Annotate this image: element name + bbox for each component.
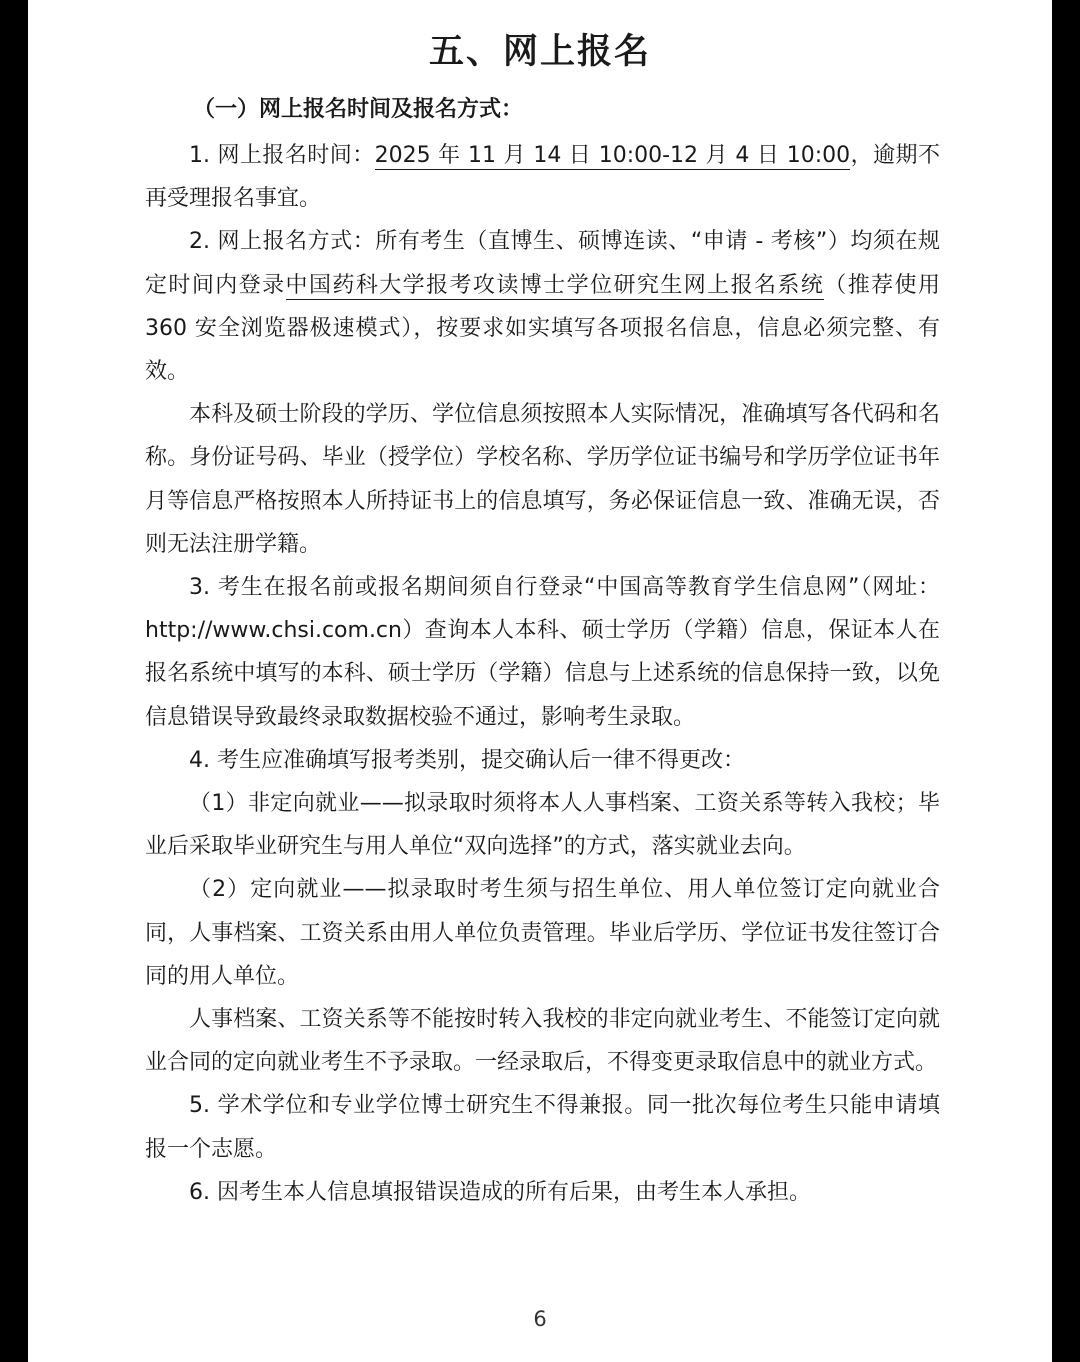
paragraph-text: 2. 网上报名方式：所有考生（直博生、硕博连读、“申请 - 考核”）均须在规定时间内登录: [145, 229, 940, 298]
paragraph-text: 4. 考生应准确填写报考类别，提交确认后一律不得更改：: [189, 747, 745, 773]
paragraph-no-admission: [145, 998, 940, 1084]
document-page[interactable]: [28, 0, 1052, 1362]
paragraph-text: （1）非定向就业——拟录取时须将本人人事档案、工资关系等转入我校；毕业后采取毕业研究生与用人单位“双向选择”的方式，落实就业去向。: [145, 791, 940, 860]
paragraph-registration-method: [145, 220, 940, 393]
paragraph-text: （2）定向就业——拟录取时考生须与招生单位、用人单位签订定向就业合同，人事档案、工资关系由用人单位负责管理。毕业后学历、学位证书发往签订合同的用人单位。: [145, 877, 940, 989]
paragraph-category: [145, 739, 940, 782]
paragraph-responsibility: [145, 1171, 940, 1214]
paragraph-registration-time: [145, 134, 940, 220]
paragraph-non-directed: [145, 782, 940, 868]
paragraph-text: 人事档案、工资关系等不能按时转入我校的非定向就业考生、不能签订定向就业合同的定向就业考生不予录取。一经录取后，不得变更录取信息中的就业方式。: [145, 1007, 940, 1076]
paragraph-text: （推荐使用 360 安全浏览器极速模式），按要求如实填写各项报名信息，信息必须完整、有效。: [145, 272, 940, 385]
paragraph-text: 6. 因考生本人信息填报错误造成的所有后果，由考生本人承担。: [189, 1179, 811, 1205]
paragraph-directed: [145, 868, 940, 998]
document-title: 五、网上报名: [428, 31, 651, 72]
paragraph-text: 3. 考生在报名前或报名期间须自行登录“中国高等教育学生信息网”（网址：http://www.chsi.com.cn）查询本人本科、硕士学历（学籍）信息，保证本人在报名系统中填写的本科、硕士学历（学籍）信息与上述系统的信息保持一致，以免信息错误导致最终录取数据校验不通过，影响考生录取。: [145, 575, 940, 730]
registration-period: 2025 年 11 月 14 日 10:00-12 月 4 日 10:00: [374, 143, 851, 168]
paragraph-text: ，逾期不再受理报名事宜。: [145, 143, 941, 212]
page-number: 6: [533, 1307, 547, 1331]
paragraph-text: 5. 学术学位和专业学位博士研究生不得兼报。同一批次每位考生只能申请填报一个志愿。: [145, 1093, 940, 1162]
paragraph-degree-info: [145, 393, 940, 566]
document-body: [145, 134, 940, 1214]
paragraph-text: 本科及硕士阶段的学历、学位信息须按照本人实际情况，准确填写各代码和名称。身份证号码、毕业（授学位）学校名称、学历学位证书编号和学历学位证书年月等信息严格按照本人所持证书上的信息填写，务必保证信息一致、准确无误，否则无法注册学籍。: [145, 402, 940, 557]
section-heading: （一）网上报名时间及报名方式：: [193, 97, 524, 122]
paragraph-no-dual-application: [145, 1084, 940, 1170]
paragraph-chsi-check: [145, 566, 940, 739]
paragraph-text: 1. 网上报名时间：: [189, 143, 375, 168]
registration-system-link[interactable]: 中国药科大学报考攻读博士学位研究生网上报名系统: [285, 272, 825, 298]
